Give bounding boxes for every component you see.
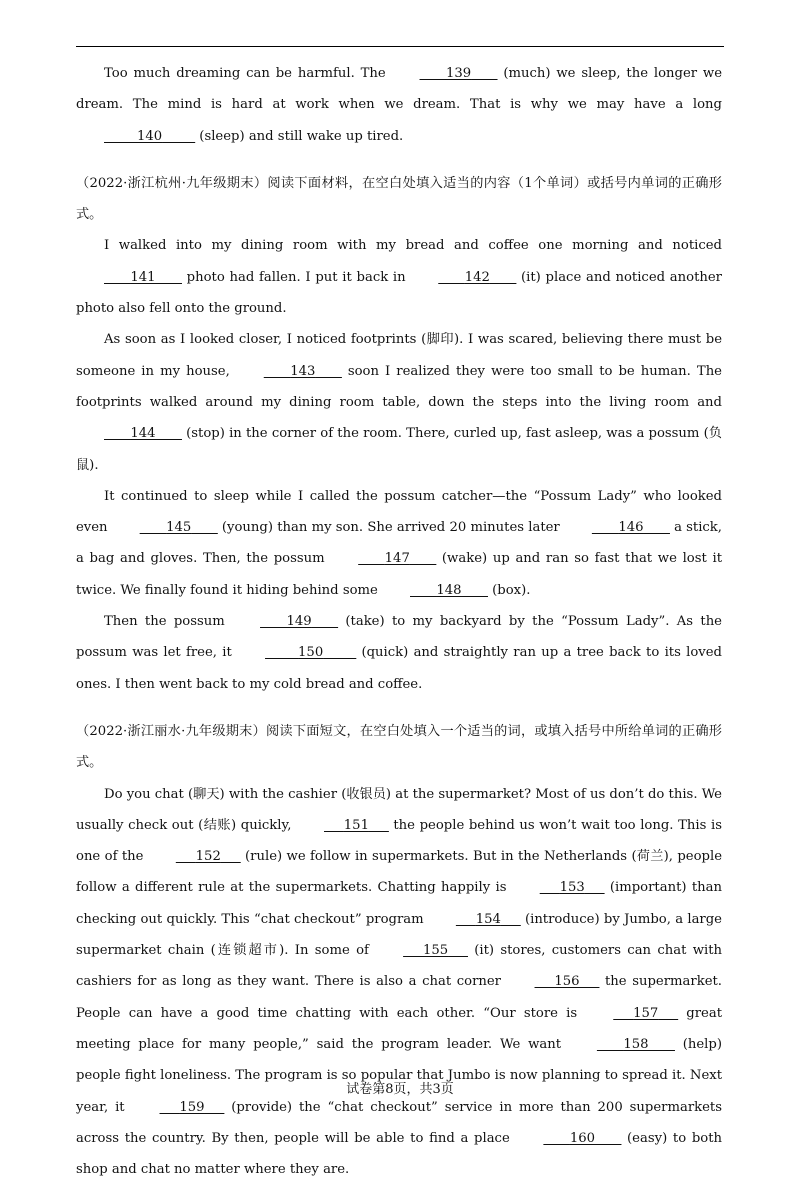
blank-underline-tail xyxy=(204,1100,224,1115)
blank-underline-lead xyxy=(410,583,436,598)
blank-underline-tail xyxy=(312,614,338,629)
blank-number: 152 xyxy=(195,849,221,865)
blank-underline-lead xyxy=(420,66,446,81)
answer-blank[interactable] xyxy=(428,904,521,935)
answer-blank[interactable] xyxy=(375,935,468,966)
passage-text: Then the possum xyxy=(104,614,233,630)
passage-text: (young) than my son. She arrived 20 minutes later xyxy=(217,520,564,536)
blank-number: 149 xyxy=(286,614,312,630)
blank-underline-lead xyxy=(613,1006,633,1021)
passage-paragraph xyxy=(76,324,722,480)
blank-number: 150 xyxy=(298,645,324,661)
passage-paragraph xyxy=(76,779,722,1185)
blank-underline-tail xyxy=(580,974,600,989)
header-rule xyxy=(76,46,724,47)
blank-underline-lead xyxy=(543,1131,569,1146)
blank-underline-tail xyxy=(323,645,356,660)
blank-underline-lead xyxy=(597,1037,623,1052)
blank-underline-lead xyxy=(140,520,166,535)
answer-blank[interactable] xyxy=(392,58,498,89)
blank-underline-tail xyxy=(410,551,436,566)
blank-number: 158 xyxy=(623,1036,649,1052)
answer-blank[interactable] xyxy=(296,810,389,841)
passage-paragraph xyxy=(76,58,722,152)
blank-number: 146 xyxy=(618,520,644,536)
blank-underline-lead xyxy=(592,520,618,535)
document-body xyxy=(76,58,722,1185)
blank-underline-tail xyxy=(462,583,488,598)
answer-blank[interactable] xyxy=(382,575,488,606)
passage-heading: （2022·浙江杭州·九年级期末）阅读下面材料，在空白处填入适当的内容（1个单词）或括号内单词的正确形式。 xyxy=(76,175,722,223)
answer-blank[interactable] xyxy=(512,872,605,903)
blank-number: 139 xyxy=(445,66,472,81)
blank-underline-lead xyxy=(403,943,423,958)
blank-underline-lead xyxy=(176,849,196,864)
passage-text: soon I realized they were too small to be human. The footprints walked around my dining room table, down the steps into the living room and xyxy=(76,363,722,410)
passage-heading: （2022·浙江丽水·九年级期末）阅读下面短文，在空白处填入一个适当的词，或填入括号中所给单词的正确形式。 xyxy=(76,723,722,771)
blank-number: 153 xyxy=(559,880,585,896)
passage-text: Too much dreaming can be harmful. The xyxy=(104,66,392,81)
passage-text: (box). xyxy=(487,582,531,598)
blank-underline-tail xyxy=(156,270,182,285)
passage-text: (stop) in the corner of the room. There, curled up, fast asleep, was a possum (负鼠). xyxy=(76,426,722,473)
blank-number: 144 xyxy=(130,426,156,442)
blank-underline-tail xyxy=(315,364,341,379)
passage-gap xyxy=(76,152,722,168)
passage-text: great meeting place for many people,” said the program leader. We want xyxy=(76,1005,723,1052)
answer-blank[interactable] xyxy=(410,262,516,293)
blank-underline-lead xyxy=(535,974,555,989)
blank-underline-lead xyxy=(260,614,286,629)
blank-number: 154 xyxy=(475,911,501,927)
answer-blank[interactable] xyxy=(237,637,356,668)
blank-number: 160 xyxy=(569,1130,595,1146)
answer-blank[interactable] xyxy=(330,543,436,574)
passage-text: (it) stores, customers can chat with cashiers for as long as they want. There is also a chat corner xyxy=(76,943,722,990)
passage-text: (important) than checking out quickly. This “chat checkout” program xyxy=(76,880,723,927)
blank-number: 151 xyxy=(343,817,369,833)
blank-number: 141 xyxy=(130,269,156,285)
answer-blank[interactable] xyxy=(507,966,600,997)
answer-blank[interactable] xyxy=(585,998,678,1029)
answer-blank[interactable] xyxy=(564,512,670,543)
passage-paragraph xyxy=(76,230,722,324)
passage-text: I walked into my dining room with my bread and coffee one morning and noticed xyxy=(104,238,722,254)
blank-underline-tail xyxy=(156,426,182,441)
blank-number: 140 xyxy=(136,128,163,144)
passage-text: (provide) the “chat checkout” service in more than 200 supermarkets across the country. By then, people will be able to find a place xyxy=(76,1099,722,1146)
blank-underline-tail xyxy=(369,818,389,833)
blank-number: 142 xyxy=(464,269,490,285)
blank-number: 143 xyxy=(290,363,316,379)
page-footer: 试卷第8页，共3页 xyxy=(346,1082,454,1097)
passage-text: (wake) up and ran so fast that we lost it twice. We finally found it hiding behind some xyxy=(76,551,722,598)
blank-underline-tail xyxy=(585,880,605,895)
blank-underline-lead xyxy=(160,1100,180,1115)
blank-number: 159 xyxy=(179,1099,205,1115)
passage-text: (easy) to both shop and chat no matter where they are. xyxy=(76,1130,722,1178)
blank-underline-tail xyxy=(501,912,521,927)
answer-blank[interactable] xyxy=(76,262,182,293)
blank-underline-tail xyxy=(471,66,497,81)
blank-underline-lead xyxy=(358,551,384,566)
blank-underline-tail xyxy=(649,1037,675,1052)
passage-text: (quick) and straightly ran up a tree back to its loved ones. I then went back to my cold bread and coffee. xyxy=(76,645,722,692)
blank-underline-tail xyxy=(490,270,516,285)
blank-number: 145 xyxy=(166,520,192,536)
blank-number: 147 xyxy=(384,551,410,567)
blank-underline-tail xyxy=(448,943,468,958)
blank-underline-lead xyxy=(456,912,476,927)
blank-underline-tail xyxy=(221,849,241,864)
passage-text: the supermarket. People can have a good time chatting with each other. “Our store is xyxy=(76,974,722,1021)
passage-text: Do you chat (聊天) with the cashier (收银员) at the supermarket? Most of us don’t do this. We usually check out (结账) quickly, xyxy=(76,786,722,833)
passage-text: (sleep) and still wake up tired. xyxy=(195,128,404,144)
blank-underline-tail xyxy=(658,1006,678,1021)
passage-paragraph xyxy=(76,606,722,700)
answer-blank[interactable] xyxy=(515,1123,621,1154)
blank-underline-lead xyxy=(104,129,137,144)
blank-underline-tail xyxy=(595,1131,621,1146)
answer-blank[interactable] xyxy=(232,606,338,637)
blank-underline-tail xyxy=(643,520,669,535)
blank-number: 155 xyxy=(422,943,449,959)
blank-underline-tail xyxy=(191,520,217,535)
passage-text: (introduce) by Jumbo, a large supermarket chain (连锁超市). In some of xyxy=(76,911,722,959)
passage-text: (take) to my backyard by the “Possum Lady”. As the possum was let free, it xyxy=(76,614,722,661)
answer-blank[interactable] xyxy=(76,121,195,152)
answer-blank[interactable] xyxy=(569,1029,675,1060)
passage-text: (help) people fight loneliness. The program is so popular that Jumbo is now planning to spread it. Next year, it xyxy=(76,1036,722,1115)
blank-number: 148 xyxy=(436,582,462,598)
passage-paragraph xyxy=(76,481,722,606)
blank-underline-lead xyxy=(540,880,560,895)
blank-underline-lead xyxy=(265,645,298,660)
blank-underline-lead xyxy=(104,270,130,285)
blank-underline-lead xyxy=(324,818,344,833)
passage-text: (rule) we follow in supermarkets. But in the Netherlands (荷兰), people follow a different rule at the supermarkets. Chatting happily is xyxy=(76,849,723,896)
blank-underline-lead xyxy=(264,364,290,379)
answer-blank[interactable] xyxy=(112,512,218,543)
passage-text: a stick, a bag and gloves. Then, the possum xyxy=(76,520,722,567)
passage-text: As soon as I looked closer, I noticed footprints (脚印). I was scared, believing there must be someone in my house, xyxy=(76,332,722,379)
blank-number: 156 xyxy=(554,974,580,990)
passage-text: (it) place and noticed another photo also fell onto the ground. xyxy=(76,269,722,317)
blank-underline-lead xyxy=(104,426,130,441)
passage-text: It continued to sleep while I called the possum catcher—the “Possum Lady” who looked even xyxy=(76,488,722,536)
passage-gap xyxy=(76,700,722,716)
passage-text: the people behind us won’t wait too long. This is one of the xyxy=(76,817,722,865)
blank-number: 157 xyxy=(633,1005,659,1021)
answer-blank[interactable] xyxy=(148,841,241,872)
blank-underline-tail xyxy=(162,129,195,144)
passage-text: photo had fallen. I put it back in xyxy=(181,269,411,285)
passage-text: (much) we sleep, the longer we dream. The mind is hard at work when we dream. That is why we may have a long xyxy=(76,66,722,113)
blank-underline-lead xyxy=(438,270,464,285)
answer-blank[interactable] xyxy=(236,356,342,387)
answer-blank[interactable] xyxy=(76,418,182,449)
